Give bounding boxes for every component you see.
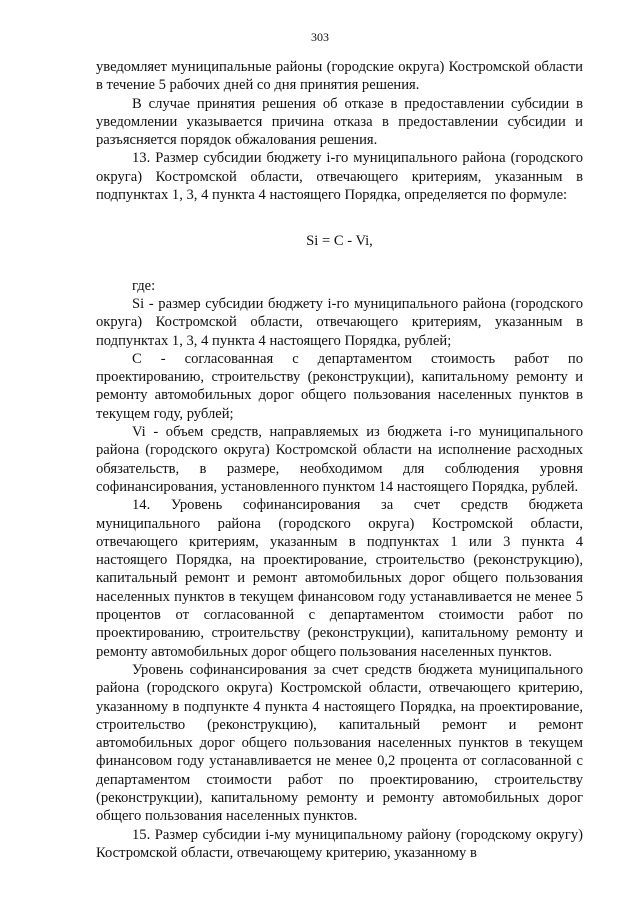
body-text (96, 58, 583, 862)
formula: Si = C - Vi, (306, 233, 373, 250)
paragraph-cofinancing-level: Уровень софинансирования за счет средств бюджета муниципального района (городского округа) Костромской области, отвечающего критерию, указанному в подпункте 4 пункта 4 настоящего Порядка, на проектирование, строительство (реконструкцию), капитальный ремонт и ремонт автомобильных дорог общего пользования населенных пунктов в текущем финансовом году устанавливается не менее 0,2 процента от согласованной с департаментом стоимости работ по проектированию, строительству (реконструкции), капитальному ремонту и ремонту автомобильных дорог общего пользования населенных пунктов. (96, 661, 583, 825)
definition-c: C - согласованная с департаментом стоимость работ по проектированию, строительству (реконструкции), капитальному ремонту и ремонту автомобильных дорог общего пользования населенных пунктов в текущем году, рублей; (96, 350, 583, 422)
paragraph-notification: уведомляет муниципальные районы (городские округа) Костромской области в течение 5 рабочих дней со дня принятия решения. (96, 59, 583, 94)
paragraph-where: где: (132, 277, 156, 294)
paragraph-item-14: 14. Уровень софинансирования за счет средств бюджета муниципального района (городского округа) Костромской области, отвечающего критериям, указанным в подпунктах 1 или 3 пункта 4 настоящего Порядка, на проектирование, строительство (реконструкцию), капитальный ремонт и ремонт автомобильных дорог общего пользования населенных пунктов в текущем финансовом году устанавливается не менее 5 процентов от согласованной с департаментом стоимости работ по проектированию, строительству (реконструкции), капитальному ремонту и ремонту автомобильных дорог общего пользования населенных пунктов. (96, 497, 583, 660)
definition-si: Si - размер субсидии бюджету i-го муниципального района (городского округа) Костромской области, отвечающего критериям, указанным в подпунктах 1, 3, 4 пункта 4 настоящего Порядка, рублей; (96, 295, 583, 349)
page-number: 303 (311, 30, 329, 44)
paragraph-item-15: 15. Размер субсидии i-му муниципальному району (городскому округу) Костромской области, отвечающему критерию, указанному в (96, 826, 583, 861)
paragraph-item-13: 13. Размер субсидии бюджету i-го муниципального района (городского округа) Костромской области, отвечающего критериям, указанным в подпунктах 1, 3, 4 пункта 4 настоящего Порядка, определяется по формуле: (96, 150, 583, 204)
paragraph-refusal: В случае принятия решения об отказе в предоставлении субсидии в уведомлении указывается причина отказа в предоставлении субсидии и разъясняется порядок обжалования решения. (96, 95, 583, 149)
definition-vi: Vi - объем средств, направляемых из бюджета i-го муниципального района (городского округа) Костромской области на исполнение расходных обязательств, в размере, необходимом для соблюдения уровня софинансирования, установленного пунктом 14 настоящего Порядка, рублей. (96, 424, 583, 495)
